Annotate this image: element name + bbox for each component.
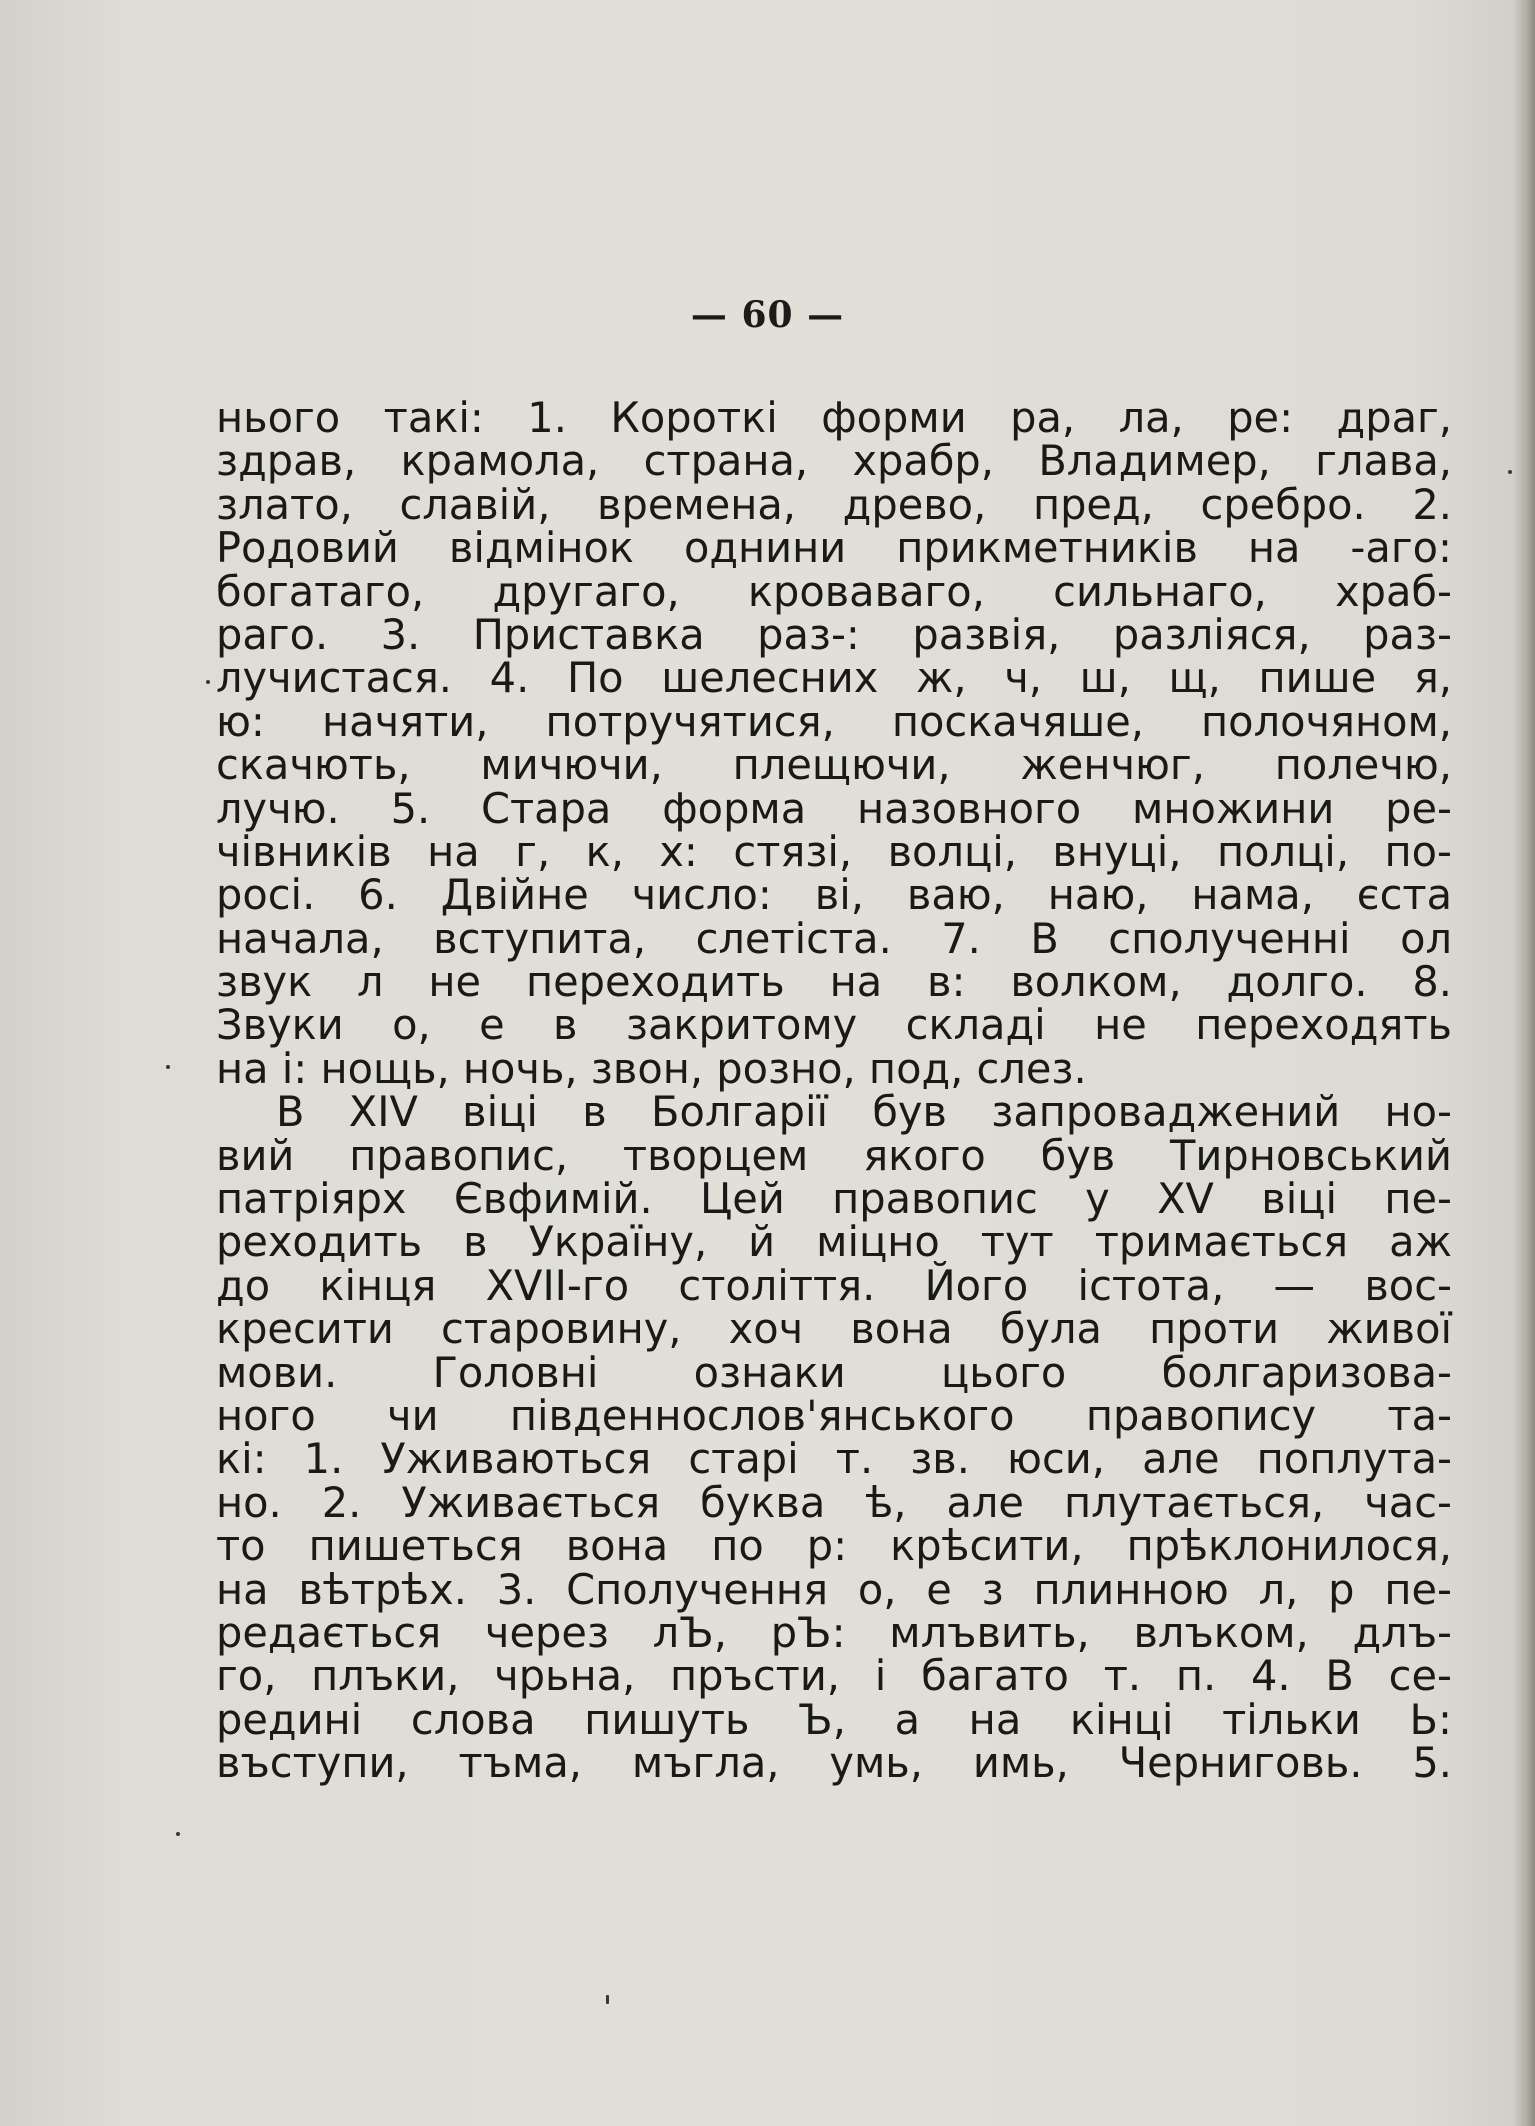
- text-line: то пишеться вона по р: крѣсити, прѣклонилося,: [216, 1521, 1452, 1571]
- text-line: редається через лЪ, рЪ: млъвить, влъком, длъ-: [216, 1607, 1452, 1657]
- text-line: лучю. 5. Стара форма назовного множини ре-: [216, 783, 1452, 833]
- text-line: ю: начяти, потручятися, поскачяше, полочяном,: [216, 696, 1452, 746]
- text-line: Звуки о, е в закритому складі не переходять: [216, 1000, 1452, 1050]
- text-line: го, плъки, чрьна, пръсти, і багато т. п. 4. В се-: [216, 1651, 1452, 1701]
- paper-speck: [176, 1832, 180, 1836]
- text-line: нього такі: 1. Короткі форми ра, ла, ре: драг,: [216, 393, 1452, 442]
- body-text: [216, 393, 1452, 1788]
- text-line: Родовий відмінок однини прикметників на -аго:: [216, 523, 1452, 573]
- text-line: здрав, крамола, страна, храбр, Владимер, глава,: [216, 436, 1452, 486]
- paper-speck: [606, 1995, 609, 2004]
- text-line: росі. 6. Двійне число: ві, ваю, наю, нама, єста: [216, 870, 1452, 920]
- text-line: вий правопис, творцем якого був Тирновський: [216, 1130, 1452, 1180]
- text-line: богатаго, другаго, кроваваго, сильнаго, храб-: [216, 566, 1452, 616]
- text-line: чівників на г, к, х: стязі, волці, внуці, полці, по-: [216, 826, 1452, 876]
- text-line: скачють, мичючи, плещючи, женчюг, полечю,: [216, 740, 1452, 790]
- text-line: редині слова пишуть Ъ, а на кінці тільки Ь:: [216, 1694, 1452, 1744]
- paper-speck: [206, 680, 210, 684]
- text-line: В XIV віці в Болгарії був запроваджений но-: [276, 1087, 1452, 1137]
- text-line: кресити старовину, хоч вона була проти живої: [216, 1304, 1452, 1354]
- text-line: начала, вступита, слетіста. 7. В сполученні ол: [216, 913, 1452, 963]
- text-line: кі: 1. Уживаються старі т. зв. юси, але поплута-: [216, 1434, 1452, 1484]
- paper-speck: [1508, 470, 1512, 474]
- text-line: злато, славій, времена, древо, пред, сребро. 2.: [216, 479, 1452, 529]
- text-line: но. 2. Уживається буква ѣ, але плутається, час-: [216, 1477, 1452, 1527]
- text-line: мови. Головні ознаки цього болгаризова-: [216, 1347, 1452, 1397]
- text-line: патріярх Євфимій. Цей правопис у XV віці пе-: [216, 1174, 1452, 1224]
- text-line: до кінця XVII-го століття. Його істота, — вос-: [216, 1260, 1452, 1310]
- page-number: — 60 —: [690, 294, 845, 336]
- text-line: въступи, тъма, мъгла, умь, имь, Черниговь. 5.: [216, 1738, 1452, 1788]
- text-line: на і: нощь, ночь, звон, розно, под, слез.: [216, 1043, 1087, 1093]
- text-line: лучистася. 4. По шелесних ж, ч, ш, щ, пише я,: [216, 653, 1452, 703]
- text-line: ного чи південнослов'янського правопису та-: [216, 1390, 1452, 1440]
- paper-speck: [166, 1065, 170, 1069]
- text-line: раго. 3. Приставка раз-: развія, разліяся, раз-: [216, 609, 1452, 659]
- text-line: звук л не переходить на в: волком, долго. 8.: [216, 957, 1452, 1007]
- text-line: реходить в Україну, й міцно тут тримається аж: [216, 1217, 1452, 1267]
- text-line: на вѣтрѣх. 3. Сполучення о, е з плинною л, р пе-: [216, 1564, 1452, 1614]
